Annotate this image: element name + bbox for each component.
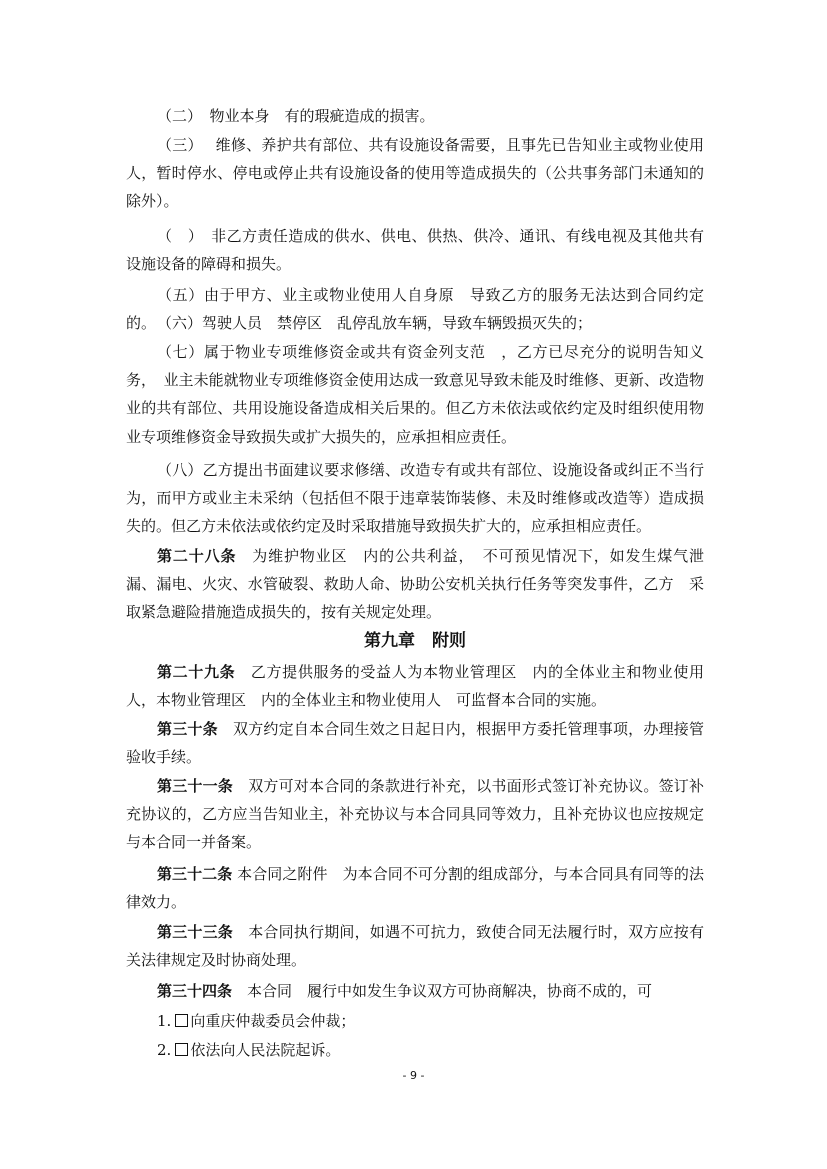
clause-item-6: （六）驾驶人员 禁停区 乱停乱放车辆，导致车辆毁损灭失的； bbox=[157, 314, 593, 332]
article-28 bbox=[126, 542, 704, 627]
article-label: 第三十条 bbox=[157, 720, 218, 738]
article-32 bbox=[126, 860, 704, 916]
article-label: 第三十三条 bbox=[157, 923, 233, 941]
article-text: 双方可对本合同的条款进行补充，以书面形式签订补充协议。签订补充协议的，乙方应当告知业主，补充协议与本合同具同等效力，且补充协议也应按规定与本合同一并备案。 bbox=[126, 777, 704, 852]
option-text: 向重庆仲裁委员会仲裁； bbox=[190, 1012, 356, 1030]
option-litigation bbox=[157, 1036, 340, 1064]
article-text: 本合同执行期间，如遇不可抗力，致使合同无法履行时，双方应按有关法律规定及时协商处理。 bbox=[126, 923, 704, 970]
clause-item-4: （ ） 非乙方责任造成的供水、供电、供热、供冷、通讯、有线电视及其他共有设施设备的障碍和损失。 bbox=[126, 227, 704, 274]
checkbox-icon[interactable] bbox=[175, 1014, 188, 1027]
article-text: 为维护物业区 内的公共利益， 不可预见情况下，如发生煤气泄漏、漏电、火灾、水管破裂、救助人命、协助公安机关执行任务等突发事件，乙方 采取紧急避险措施造成损失的，按有关规定处理。 bbox=[126, 547, 704, 622]
article-33 bbox=[126, 918, 704, 974]
article-text: 本合同 履行中如发生争议双方可协商解决，协商不成的，可 bbox=[232, 982, 653, 1000]
article-29 bbox=[126, 658, 704, 714]
article-34 bbox=[126, 977, 704, 1005]
page-number: - 9 - bbox=[402, 1069, 425, 1082]
chapter-title: 第九章 附则 bbox=[364, 631, 466, 651]
article-label: 第三十二条 bbox=[157, 865, 233, 883]
option-text: 依法向人民法院起诉。 bbox=[190, 1041, 341, 1059]
article-label: 第二十九条 bbox=[157, 663, 236, 681]
article-label: 第三十一条 bbox=[157, 777, 233, 795]
article-label: 第二十八条 bbox=[157, 547, 237, 565]
clause-item-5: （五）由于甲方、业主或物业使用人自身原 导致乙方的服务无法达到合同约定的。 bbox=[126, 286, 704, 333]
clause-item-2: （二） 物业本身 有的瑕疵造成的损害。 bbox=[157, 107, 435, 125]
article-label: 第三十四条 bbox=[157, 982, 233, 1000]
option-number: 1. bbox=[157, 1012, 172, 1030]
article-text: 乙方提供服务的受益人为本物业管理区 内的全体业主和物业使用人，本物业管理区 内的全体业主和物业使用人 可监督本合同的实施。 bbox=[126, 663, 704, 710]
clause-item-8: （八）乙方提出书面建议要求修缮、改造专有或共有部位、设施设备或纠正不当行为，而甲方或业主未采纳（包括但不限于违章装饰装修、未及时维修或改造等）造成损失的。但乙方未依法或依约定及时采取措施导致损失扩大的，应承担相应责任。 bbox=[126, 461, 704, 536]
option-arbitration bbox=[157, 1007, 355, 1035]
article-30 bbox=[126, 715, 704, 771]
article-text: 本合同之附件 为本合同不可分割的组成部分，与本合同具有同等的法律效力。 bbox=[126, 865, 704, 912]
article-text: 双方约定自本合同生效之日起日内，根据甲方委托管理事项，办理接管验收手续。 bbox=[126, 720, 704, 767]
option-number: 2. bbox=[157, 1041, 172, 1059]
article-31 bbox=[126, 772, 704, 857]
clause-item-3: （三） 维修、养护共有部位、共有设施设备需要，且事先已告知业主或物业使用人，暂时停水、停电或停止共有设施设备的使用等造成损失的（公共事务部门未通知的除外）。 bbox=[126, 136, 704, 211]
checkbox-icon[interactable] bbox=[175, 1043, 188, 1056]
clause-item-7: （七）属于物业专项维修资金或共有资金列支范 ，乙方已尽充分的说明告知义务， 业主未能就物业专项维修资金使用达成一致意见导致未能及时维修、更新、改造物业的共有部位、共用设施设备造成相关后果的。但乙方未依法或依约定及时组织使用物业专项维修资金导致损失或扩大损失的，应承担相应责任。 bbox=[126, 343, 704, 446]
